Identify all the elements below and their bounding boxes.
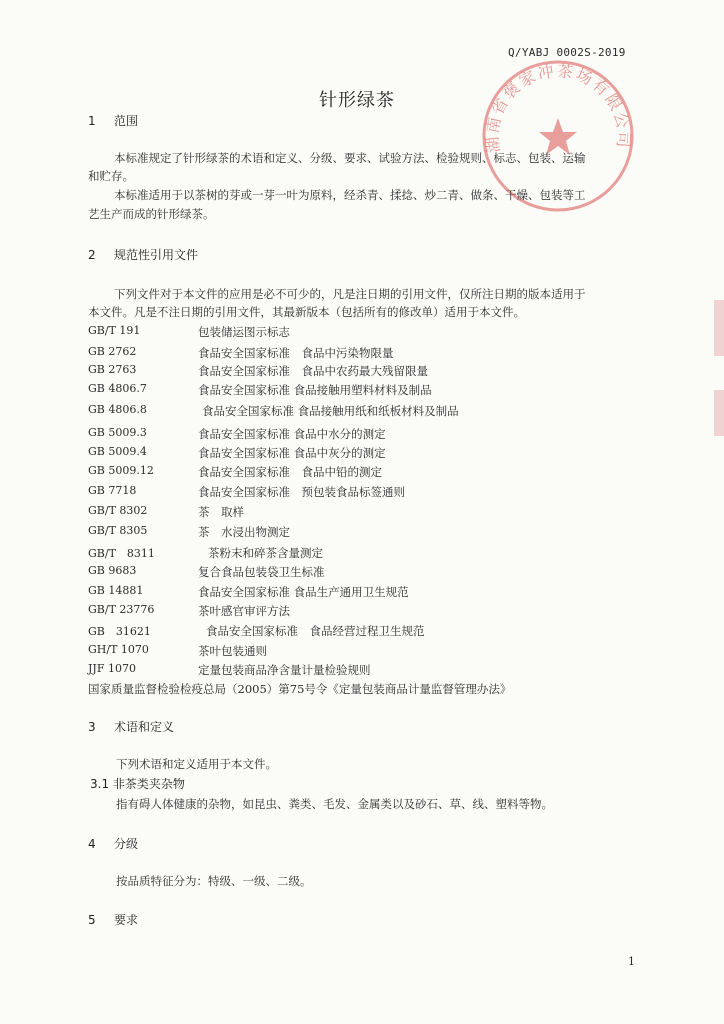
ref-code: JJF 1070 [88,662,136,675]
section-number: 5 [88,913,96,927]
section-heading-requirements [88,911,138,928]
ref-code: GB 9683 [88,564,137,577]
ref-code: GB/T 8305 [88,524,148,537]
ref-title: 包装储运图示标志 [198,325,290,339]
ref-code: GB 4806.8 [88,403,147,416]
ref-title: 食品安全国家标准 食品接触用塑料材料及制品 [198,383,432,397]
ref-code: GB/T 8302 [88,504,148,517]
ref-code: GB 2762 [88,345,137,358]
term-subheading: 3.1 非茶类夹杂物 [90,777,185,791]
terms-intro: 下列术语和定义适用于本文件。 [116,757,277,771]
term-definition: 指有碍人体健康的杂物，如昆虫、粪类、毛发、金属类以及砂石、草、线、塑料等物。 [116,797,553,811]
ref-title: 茶粉末和碎茶含量测定 [208,546,323,560]
ref-title: 食品安全国家标准 食品生产通用卫生规范 [198,585,409,599]
scope-paragraph-line: 本标准适用于以茶树的芽或一芽一叶为原料，经杀青、揉捻、炒二青、做条、干燥、包装等工 [114,188,586,202]
section-heading-terms [88,718,174,735]
ref-title: 食品安全国家标准 食品中农药最大残留限量 [198,364,428,378]
section-title: 要求 [114,913,139,927]
ref-title: 食品安全国家标准 预包装食品标签通则 [198,485,405,499]
ref-title: 复合食品包装袋卫生标准 [198,565,325,579]
document-title: 针形绿茶 [319,90,395,111]
ref-code: GB/T 191 [88,324,141,337]
section-heading-grading [88,835,138,852]
ref-code: GB 4806.7 [88,382,147,395]
ref-title: 定量包装商品净含量计量检验规则 [198,663,371,677]
ref-title: 食品安全国家标准 食品接触用纸和纸板材料及制品 [202,404,459,418]
ref-code: GB 5009.12 [88,464,154,477]
section-number: 3 [88,720,96,734]
ref-code: GB 2763 [88,363,137,376]
ref-title: 食品安全国家标准 食品经营过程卫生规范 [206,624,425,638]
ref-extra-regulation: 国家质量监督检验检疫总局（2005）第75号令《定量包装商品计量监督管理办法》 [88,682,512,696]
document-id: Q/YABJ 0002S-2019 [508,46,626,59]
ref-code: GB 14881 [88,584,144,597]
section-heading-normative-refs [88,246,198,263]
ref-code: GB 5009.4 [88,445,147,458]
scope-paragraph-line: 本标准规定了针形绿茶的术语和定义、分级、要求、试验方法、检验规则、标志、包装、运输 [114,151,586,165]
section-title: 规范性引用文件 [114,248,199,262]
ref-title: 茶叶包装通则 [198,644,267,658]
ref-code: GB 31621 [88,625,151,638]
scope-paragraph-line: 艺生产而成的针形绿茶。 [88,207,215,221]
ref-title: 茶 水浸出物测定 [198,525,290,539]
grading-text: 按品质特征分为：特级、一级、二级。 [116,874,312,888]
ref-title: 食品安全国家标准 食品中污染物限量 [198,346,394,360]
ref-code: GB/T 8311 [88,547,155,560]
ref-title: 食品安全国家标准 食品中水分的测定 [198,427,386,441]
edge-stamp-mark [714,300,724,356]
seal-text: 湖南省褒家冲茶场有限公司 [482,61,634,154]
refs-intro-line: 下列文件对于本文件的应用是必不可少的，凡是注日期的引用文件，仅所注日期的版本适用于 [114,287,586,301]
ref-code: GB 5009.3 [88,426,147,439]
refs-intro-line: 本文件。凡是不注日期的引用文件，其最新版本（包括所有的修改单）适用于本文件。 [88,305,525,319]
section-title: 分级 [114,837,139,851]
section-number: 2 [88,248,96,262]
page-number: 1 [628,955,635,968]
ref-title: 食品安全国家标准 食品中灰分的测定 [198,446,386,460]
ref-title: 茶 取样 [198,505,244,519]
section-heading-scope [88,112,138,129]
ref-title: 茶叶感官审评方法 [198,604,290,618]
section-title: 术语和定义 [114,720,175,734]
section-title: 范围 [114,114,139,128]
ref-code: GH/T 1070 [88,643,149,656]
edge-stamp-mark [714,390,724,436]
ref-code: GB 7718 [88,484,137,497]
section-number: 1 [88,114,96,128]
ref-code: GB/T 23776 [88,603,155,616]
scope-paragraph-line: 和贮存。 [88,169,134,183]
ref-title: 食品安全国家标准 食品中铅的测定 [198,465,382,479]
section-number: 4 [88,837,96,851]
